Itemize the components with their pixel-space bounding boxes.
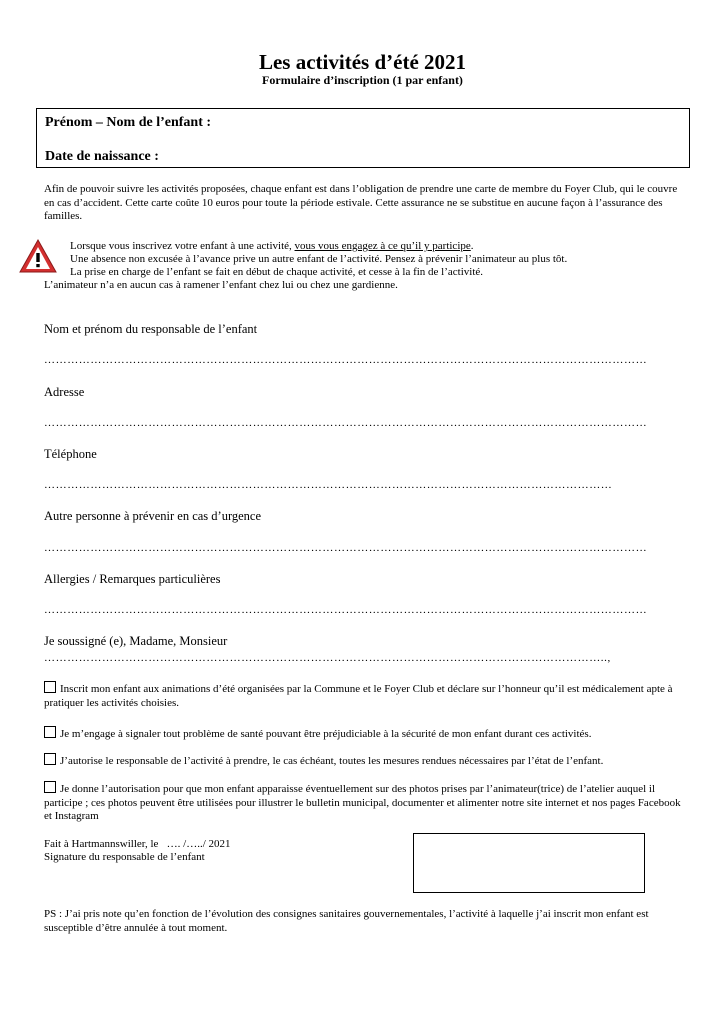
- intro-paragraph: Afin de pouvoir suivre les activités proposées, chaque enfant est dans l’obligation de prendre une carte de membre du Foyer Club, qui le couvre en cas d’accident. Cette carte coûte 10 euros pour toute la période estivale. Cette assurance ne se substitue en aucune façon à l’assurance des familles.: [44, 183, 678, 222]
- phone-label: Téléphone: [44, 447, 97, 461]
- warning-triangle-icon: [18, 238, 58, 274]
- authorize-checkbox[interactable]: [44, 753, 56, 765]
- enroll-checkbox[interactable]: [44, 681, 56, 693]
- signature-box[interactable]: [413, 833, 645, 893]
- page-title: Les activités d’été 2021: [258, 50, 467, 74]
- health-checkbox[interactable]: [44, 726, 56, 738]
- warning-line-1: Lorsque vous inscrivez votre enfant à une activité, vous vous engagez à ce qu’il y participe.: [70, 240, 474, 252]
- checkbox-row-enroll: [44, 681, 684, 710]
- photos-checkbox[interactable]: [44, 781, 56, 793]
- signature-label: Signature du responsable de l’enfant: [44, 851, 205, 863]
- address-input-line[interactable]: …………………………………………………………………………………………………………………………………………: [44, 417, 648, 429]
- ps-note: PS : J’ai pris note qu’en fonction de l’évolution des consignes sanitaires gouvernementales, l’activité à laquelle j’ai inscrit mon enfant est susceptible d’être annulée à tout moment.: [44, 908, 649, 934]
- warning-line-3: La prise en charge de l’enfant se fait en début de chaque activité, et cesse à la fin de l’activité.: [70, 266, 484, 278]
- place-date-line: Fait à Hartmannswiller, le …. /…../ 2021: [44, 838, 231, 850]
- emergency-contact-input-line[interactable]: …………………………………………………………………………………………………………………………………………: [44, 542, 648, 554]
- child-identity-box: [36, 108, 690, 168]
- child-birthdate-field[interactable]: Date de naissance :: [45, 149, 159, 164]
- checkbox-row-authorize: [44, 753, 684, 769]
- authorize-checkbox-label: J’autorise le responsable de l’activité à prendre, le cas échéant, toutes les mesures rendues nécessaires par l’état de l’enfant.: [60, 755, 604, 767]
- child-name-field[interactable]: Prénom – Nom de l’enfant :: [45, 115, 212, 130]
- warning-line-2: Une absence non excusée à l’avance prive un autre enfant de l’activité. Pensez à prévenir l’animateur au plus tôt.: [70, 253, 568, 265]
- warning-line-4: L’animateur n’a en aucun cas à ramener l’enfant chez lui ou chez une gardienne.: [44, 279, 398, 291]
- undersigned-label: Je soussigné (e), Madame, Monsieur: [44, 634, 228, 648]
- phone-input-line[interactable]: …………………………………………………………………………………………………………………………………: [44, 479, 613, 491]
- allergies-label: Allergies / Remarques particulières: [44, 572, 221, 586]
- responsible-input-line[interactable]: …………………………………………………………………………………………………………………………………………: [44, 354, 648, 366]
- photos-checkbox-label: Je donne l’autorisation pour que mon enfant apparaisse éventuellement sur des photos prises par l’animateur(trice) de l’atelier auquel il participe ; ces photos peuvent être utilisées pour illustrer le bulletin municipal, documenter et alimenter notre site internet et nos pages Facebook et Instagram: [44, 783, 681, 822]
- health-checkbox-label: Je m’engage à signaler tout problème de santé pouvant être préjudiciable à la sécurité de mon enfant durant ces activités.: [60, 728, 592, 740]
- emergency-contact-label: Autre personne à prévenir en cas d’urgence: [44, 509, 262, 523]
- responsible-label: Nom et prénom du responsable de l’enfant: [44, 322, 258, 336]
- checkbox-row-health: [44, 726, 684, 742]
- page-subtitle: Formulaire d’inscription (1 par enfant): [262, 73, 463, 87]
- enroll-checkbox-label: Inscrit mon enfant aux animations d’été organisées par la Commune et le Foyer Club et déclare sur l’honneur qu’il est médicalement apte à pratiquer les activités choisies.: [44, 683, 673, 709]
- undersigned-input-line[interactable]: ………………………………………………………………………………………………………………………………..,: [44, 652, 611, 664]
- checkbox-row-photos: [44, 781, 684, 824]
- address-label: Adresse: [44, 385, 85, 399]
- allergies-input-line[interactable]: …………………………………………………………………………………………………………………………………………: [44, 604, 648, 616]
